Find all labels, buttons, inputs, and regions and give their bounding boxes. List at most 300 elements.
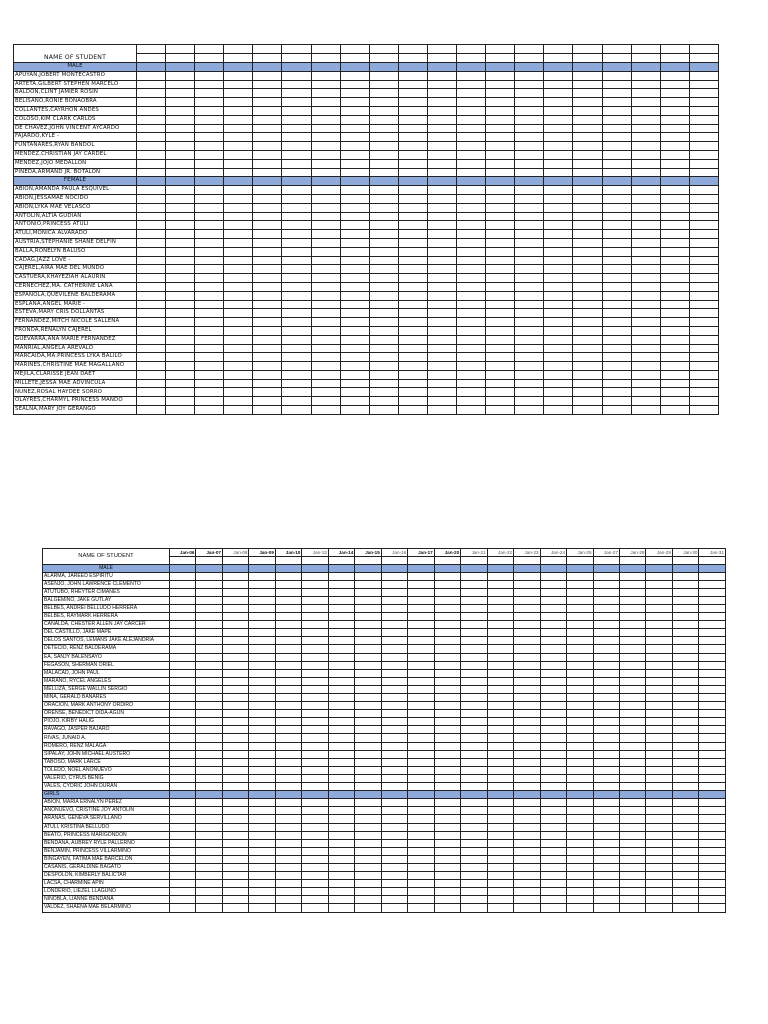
attendance-cell[interactable] [573, 80, 602, 89]
attendance-cell[interactable] [660, 133, 689, 142]
attendance-cell[interactable] [355, 766, 381, 774]
attendance-cell[interactable] [282, 291, 311, 300]
attendance-cell[interactable] [540, 604, 566, 612]
attendance-cell[interactable] [253, 379, 282, 388]
attendance-cell[interactable] [408, 880, 434, 888]
attendance-cell[interactable] [170, 904, 196, 912]
attendance-cell[interactable] [672, 677, 698, 685]
attendance-cell[interactable] [573, 124, 602, 133]
attendance-cell[interactable] [253, 300, 282, 309]
attendance-cell[interactable] [486, 362, 515, 371]
attendance-cell[interactable] [593, 863, 619, 871]
attendance-cell[interactable] [328, 872, 354, 880]
attendance-cell[interactable] [646, 896, 672, 904]
attendance-cell[interactable] [486, 186, 515, 195]
attendance-cell[interactable] [253, 89, 282, 98]
attendance-cell[interactable] [196, 718, 222, 726]
attendance-cell[interactable] [398, 98, 427, 107]
attendance-cell[interactable] [224, 379, 253, 388]
attendance-cell[interactable] [166, 106, 195, 115]
attendance-cell[interactable] [619, 637, 645, 645]
attendance-cell[interactable] [195, 89, 224, 98]
attendance-cell[interactable] [660, 221, 689, 230]
attendance-cell[interactable] [170, 750, 196, 758]
attendance-cell[interactable] [646, 863, 672, 871]
attendance-cell[interactable] [515, 379, 544, 388]
attendance-cell[interactable] [619, 823, 645, 831]
attendance-cell[interactable] [515, 106, 544, 115]
attendance-cell[interactable] [602, 71, 631, 80]
attendance-cell[interactable] [567, 580, 593, 588]
attendance-cell[interactable] [544, 133, 573, 142]
attendance-cell[interactable] [619, 661, 645, 669]
attendance-cell[interactable] [249, 863, 275, 871]
attendance-cell[interactable] [461, 710, 487, 718]
attendance-cell[interactable] [275, 710, 301, 718]
attendance-cell[interactable] [398, 318, 427, 327]
attendance-cell[interactable] [434, 596, 460, 604]
attendance-cell[interactable] [660, 335, 689, 344]
attendance-cell[interactable] [381, 580, 407, 588]
attendance-cell[interactable] [457, 203, 486, 212]
attendance-cell[interactable] [328, 653, 354, 661]
attendance-cell[interactable] [355, 839, 381, 847]
attendance-cell[interactable] [672, 847, 698, 855]
attendance-cell[interactable] [487, 669, 513, 677]
attendance-cell[interactable] [514, 677, 540, 685]
day-header-cell[interactable] [224, 45, 253, 54]
day-header-cell[interactable] [166, 54, 195, 63]
attendance-cell[interactable] [408, 855, 434, 863]
attendance-cell[interactable] [602, 406, 631, 415]
attendance-cell[interactable] [660, 142, 689, 151]
attendance-cell[interactable] [515, 370, 544, 379]
attendance-cell[interactable] [340, 168, 369, 177]
attendance-cell[interactable] [302, 572, 328, 580]
attendance-cell[interactable] [398, 186, 427, 195]
attendance-cell[interactable] [660, 212, 689, 221]
attendance-cell[interactable] [544, 150, 573, 159]
attendance-cell[interactable] [487, 718, 513, 726]
attendance-cell[interactable] [689, 124, 718, 133]
attendance-cell[interactable] [434, 847, 460, 855]
attendance-cell[interactable] [602, 370, 631, 379]
attendance-cell[interactable] [487, 823, 513, 831]
attendance-cell[interactable] [166, 344, 195, 353]
attendance-cell[interactable] [699, 758, 726, 766]
day-header-cell[interactable] [369, 54, 398, 63]
attendance-cell[interactable] [646, 847, 672, 855]
attendance-cell[interactable] [166, 256, 195, 265]
attendance-cell[interactable] [369, 344, 398, 353]
attendance-cell[interactable] [699, 847, 726, 855]
attendance-cell[interactable] [166, 370, 195, 379]
attendance-cell[interactable] [381, 904, 407, 912]
attendance-cell[interactable] [222, 872, 248, 880]
day-header-cell[interactable] [487, 557, 513, 565]
day-header-cell[interactable] [457, 54, 486, 63]
attendance-cell[interactable] [408, 604, 434, 612]
attendance-cell[interactable] [195, 326, 224, 335]
attendance-cell[interactable] [631, 344, 660, 353]
attendance-cell[interactable] [427, 300, 456, 309]
attendance-cell[interactable] [328, 831, 354, 839]
attendance-cell[interactable] [487, 629, 513, 637]
attendance-cell[interactable] [602, 168, 631, 177]
attendance-cell[interactable] [699, 621, 726, 629]
attendance-cell[interactable] [434, 872, 460, 880]
attendance-cell[interactable] [282, 212, 311, 221]
attendance-cell[interactable] [311, 247, 340, 256]
attendance-cell[interactable] [486, 203, 515, 212]
attendance-cell[interactable] [631, 98, 660, 107]
attendance-cell[interactable] [514, 758, 540, 766]
attendance-cell[interactable] [631, 318, 660, 327]
attendance-cell[interactable] [602, 397, 631, 406]
attendance-cell[interactable] [631, 353, 660, 362]
attendance-cell[interactable] [381, 815, 407, 823]
day-header-cell[interactable] [619, 557, 645, 565]
attendance-cell[interactable] [137, 406, 166, 415]
attendance-cell[interactable] [631, 80, 660, 89]
attendance-cell[interactable] [166, 168, 195, 177]
attendance-cell[interactable] [593, 880, 619, 888]
attendance-cell[interactable] [573, 203, 602, 212]
attendance-cell[interactable] [249, 896, 275, 904]
attendance-cell[interactable] [302, 750, 328, 758]
attendance-cell[interactable] [631, 274, 660, 283]
attendance-cell[interactable] [253, 133, 282, 142]
attendance-cell[interactable] [461, 774, 487, 782]
attendance-cell[interactable] [619, 726, 645, 734]
attendance-cell[interactable] [275, 580, 301, 588]
attendance-cell[interactable] [672, 855, 698, 863]
attendance-cell[interactable] [328, 702, 354, 710]
day-header-cell[interactable] [573, 54, 602, 63]
attendance-cell[interactable] [514, 702, 540, 710]
attendance-cell[interactable] [311, 309, 340, 318]
attendance-cell[interactable] [544, 71, 573, 80]
attendance-cell[interactable] [619, 855, 645, 863]
day-header-cell[interactable] [427, 54, 456, 63]
attendance-cell[interactable] [222, 896, 248, 904]
attendance-cell[interactable] [567, 855, 593, 863]
attendance-cell[interactable] [457, 133, 486, 142]
attendance-cell[interactable] [170, 685, 196, 693]
day-header-cell[interactable] [302, 557, 328, 565]
attendance-cell[interactable] [540, 880, 566, 888]
attendance-cell[interactable] [540, 823, 566, 831]
attendance-cell[interactable] [249, 807, 275, 815]
attendance-cell[interactable] [381, 758, 407, 766]
attendance-cell[interactable] [408, 694, 434, 702]
attendance-cell[interactable] [196, 888, 222, 896]
attendance-cell[interactable] [487, 596, 513, 604]
attendance-cell[interactable] [699, 702, 726, 710]
attendance-cell[interactable] [196, 629, 222, 637]
day-header-cell[interactable] [137, 45, 166, 54]
attendance-cell[interactable] [166, 142, 195, 151]
attendance-cell[interactable] [369, 212, 398, 221]
attendance-cell[interactable] [515, 388, 544, 397]
attendance-cell[interactable] [486, 326, 515, 335]
attendance-cell[interactable] [249, 677, 275, 685]
day-header-cell[interactable] [672, 557, 698, 565]
attendance-cell[interactable] [249, 669, 275, 677]
attendance-cell[interactable] [540, 774, 566, 782]
attendance-cell[interactable] [699, 774, 726, 782]
attendance-cell[interactable] [619, 766, 645, 774]
attendance-cell[interactable] [457, 265, 486, 274]
attendance-cell[interactable] [567, 685, 593, 693]
attendance-cell[interactable] [646, 758, 672, 766]
attendance-cell[interactable] [461, 896, 487, 904]
attendance-cell[interactable] [631, 159, 660, 168]
attendance-cell[interactable] [196, 847, 222, 855]
attendance-cell[interactable] [166, 124, 195, 133]
attendance-cell[interactable] [540, 734, 566, 742]
attendance-cell[interactable] [660, 256, 689, 265]
attendance-cell[interactable] [515, 406, 544, 415]
attendance-cell[interactable] [408, 588, 434, 596]
attendance-cell[interactable] [689, 353, 718, 362]
attendance-cell[interactable] [660, 98, 689, 107]
attendance-cell[interactable] [253, 142, 282, 151]
attendance-cell[interactable] [486, 309, 515, 318]
attendance-cell[interactable] [381, 694, 407, 702]
attendance-cell[interactable] [486, 221, 515, 230]
attendance-cell[interactable] [166, 265, 195, 274]
attendance-cell[interactable] [311, 142, 340, 151]
attendance-cell[interactable] [619, 596, 645, 604]
attendance-cell[interactable] [514, 823, 540, 831]
attendance-cell[interactable] [398, 89, 427, 98]
attendance-cell[interactable] [461, 726, 487, 734]
attendance-cell[interactable] [166, 230, 195, 239]
attendance-cell[interactable] [619, 774, 645, 782]
attendance-cell[interactable] [646, 888, 672, 896]
attendance-cell[interactable] [222, 839, 248, 847]
attendance-cell[interactable] [166, 379, 195, 388]
attendance-cell[interactable] [699, 831, 726, 839]
attendance-cell[interactable] [249, 742, 275, 750]
attendance-cell[interactable] [593, 621, 619, 629]
attendance-cell[interactable] [689, 247, 718, 256]
attendance-cell[interactable] [619, 888, 645, 896]
attendance-cell[interactable] [275, 726, 301, 734]
attendance-cell[interactable] [282, 256, 311, 265]
attendance-cell[interactable] [593, 855, 619, 863]
attendance-cell[interactable] [282, 326, 311, 335]
attendance-cell[interactable] [195, 318, 224, 327]
attendance-cell[interactable] [699, 872, 726, 880]
attendance-cell[interactable] [487, 896, 513, 904]
attendance-cell[interactable] [328, 604, 354, 612]
attendance-cell[interactable] [398, 212, 427, 221]
attendance-cell[interactable] [195, 133, 224, 142]
attendance-cell[interactable] [222, 742, 248, 750]
attendance-cell[interactable] [619, 645, 645, 653]
attendance-cell[interactable] [619, 863, 645, 871]
attendance-cell[interactable] [672, 702, 698, 710]
attendance-cell[interactable] [137, 203, 166, 212]
attendance-cell[interactable] [699, 896, 726, 904]
attendance-cell[interactable] [224, 194, 253, 203]
attendance-cell[interactable] [408, 807, 434, 815]
attendance-cell[interactable] [249, 888, 275, 896]
attendance-cell[interactable] [369, 309, 398, 318]
attendance-cell[interactable] [619, 839, 645, 847]
attendance-cell[interactable] [487, 710, 513, 718]
attendance-cell[interactable] [224, 353, 253, 362]
attendance-cell[interactable] [544, 221, 573, 230]
attendance-cell[interactable] [573, 150, 602, 159]
attendance-cell[interactable] [672, 734, 698, 742]
attendance-cell[interactable] [224, 247, 253, 256]
attendance-cell[interactable] [699, 613, 726, 621]
day-header-cell[interactable] [275, 557, 301, 565]
attendance-cell[interactable] [137, 247, 166, 256]
attendance-cell[interactable] [275, 839, 301, 847]
attendance-cell[interactable] [222, 669, 248, 677]
attendance-cell[interactable] [660, 397, 689, 406]
attendance-cell[interactable] [355, 872, 381, 880]
attendance-cell[interactable] [355, 685, 381, 693]
attendance-cell[interactable] [196, 758, 222, 766]
attendance-cell[interactable] [249, 718, 275, 726]
attendance-cell[interactable] [514, 629, 540, 637]
attendance-cell[interactable] [340, 247, 369, 256]
attendance-cell[interactable] [369, 326, 398, 335]
attendance-cell[interactable] [457, 406, 486, 415]
attendance-cell[interactable] [282, 397, 311, 406]
attendance-cell[interactable] [196, 637, 222, 645]
attendance-cell[interactable] [328, 677, 354, 685]
day-header-cell[interactable] [602, 54, 631, 63]
attendance-cell[interactable] [699, 880, 726, 888]
attendance-cell[interactable] [311, 230, 340, 239]
attendance-cell[interactable] [170, 799, 196, 807]
attendance-cell[interactable] [408, 863, 434, 871]
attendance-cell[interactable] [540, 718, 566, 726]
day-header-cell[interactable] [311, 54, 340, 63]
attendance-cell[interactable] [540, 596, 566, 604]
attendance-cell[interactable] [573, 388, 602, 397]
attendance-cell[interactable] [275, 855, 301, 863]
attendance-cell[interactable] [249, 734, 275, 742]
attendance-cell[interactable] [672, 758, 698, 766]
attendance-cell[interactable] [275, 629, 301, 637]
attendance-cell[interactable] [487, 734, 513, 742]
attendance-cell[interactable] [514, 613, 540, 621]
attendance-cell[interactable] [457, 282, 486, 291]
attendance-cell[interactable] [660, 370, 689, 379]
attendance-cell[interactable] [487, 677, 513, 685]
attendance-cell[interactable] [224, 159, 253, 168]
attendance-cell[interactable] [311, 133, 340, 142]
attendance-cell[interactable] [340, 133, 369, 142]
attendance-cell[interactable] [602, 379, 631, 388]
attendance-cell[interactable] [544, 318, 573, 327]
attendance-cell[interactable] [660, 71, 689, 80]
attendance-cell[interactable] [369, 370, 398, 379]
attendance-cell[interactable] [514, 783, 540, 791]
attendance-cell[interactable] [514, 604, 540, 612]
attendance-cell[interactable] [311, 124, 340, 133]
attendance-cell[interactable] [170, 588, 196, 596]
attendance-cell[interactable] [355, 604, 381, 612]
attendance-cell[interactable] [593, 872, 619, 880]
attendance-cell[interactable] [544, 344, 573, 353]
attendance-cell[interactable] [487, 904, 513, 912]
attendance-cell[interactable] [593, 726, 619, 734]
attendance-cell[interactable] [514, 726, 540, 734]
attendance-cell[interactable] [699, 604, 726, 612]
attendance-cell[interactable] [540, 750, 566, 758]
attendance-cell[interactable] [302, 661, 328, 669]
attendance-cell[interactable] [195, 362, 224, 371]
attendance-cell[interactable] [573, 238, 602, 247]
attendance-cell[interactable] [646, 750, 672, 758]
attendance-cell[interactable] [381, 888, 407, 896]
attendance-cell[interactable] [540, 645, 566, 653]
attendance-cell[interactable] [457, 142, 486, 151]
attendance-cell[interactable] [302, 888, 328, 896]
attendance-cell[interactable] [302, 766, 328, 774]
day-header-cell[interactable] [486, 45, 515, 54]
attendance-cell[interactable] [302, 677, 328, 685]
attendance-cell[interactable] [457, 124, 486, 133]
attendance-cell[interactable] [195, 230, 224, 239]
attendance-cell[interactable] [224, 282, 253, 291]
attendance-cell[interactable] [398, 300, 427, 309]
attendance-cell[interactable] [602, 203, 631, 212]
attendance-cell[interactable] [646, 572, 672, 580]
attendance-cell[interactable] [355, 815, 381, 823]
attendance-cell[interactable] [398, 133, 427, 142]
attendance-cell[interactable] [398, 247, 427, 256]
attendance-cell[interactable] [660, 115, 689, 124]
attendance-cell[interactable] [369, 238, 398, 247]
attendance-cell[interactable] [646, 815, 672, 823]
attendance-cell[interactable] [434, 621, 460, 629]
attendance-cell[interactable] [540, 742, 566, 750]
attendance-cell[interactable] [593, 669, 619, 677]
attendance-cell[interactable] [515, 335, 544, 344]
attendance-cell[interactable] [311, 256, 340, 265]
attendance-cell[interactable] [369, 406, 398, 415]
attendance-cell[interactable] [540, 888, 566, 896]
attendance-cell[interactable] [515, 98, 544, 107]
attendance-cell[interactable] [398, 353, 427, 362]
attendance-cell[interactable] [515, 80, 544, 89]
attendance-cell[interactable] [249, 774, 275, 782]
attendance-cell[interactable] [573, 397, 602, 406]
attendance-cell[interactable] [249, 750, 275, 758]
attendance-cell[interactable] [487, 685, 513, 693]
attendance-cell[interactable] [224, 133, 253, 142]
attendance-cell[interactable] [398, 370, 427, 379]
attendance-cell[interactable] [340, 98, 369, 107]
attendance-cell[interactable] [170, 783, 196, 791]
attendance-cell[interactable] [434, 742, 460, 750]
attendance-cell[interactable] [540, 588, 566, 596]
attendance-cell[interactable] [660, 318, 689, 327]
attendance-cell[interactable] [311, 168, 340, 177]
attendance-cell[interactable] [137, 309, 166, 318]
attendance-cell[interactable] [249, 637, 275, 645]
attendance-cell[interactable] [593, 734, 619, 742]
